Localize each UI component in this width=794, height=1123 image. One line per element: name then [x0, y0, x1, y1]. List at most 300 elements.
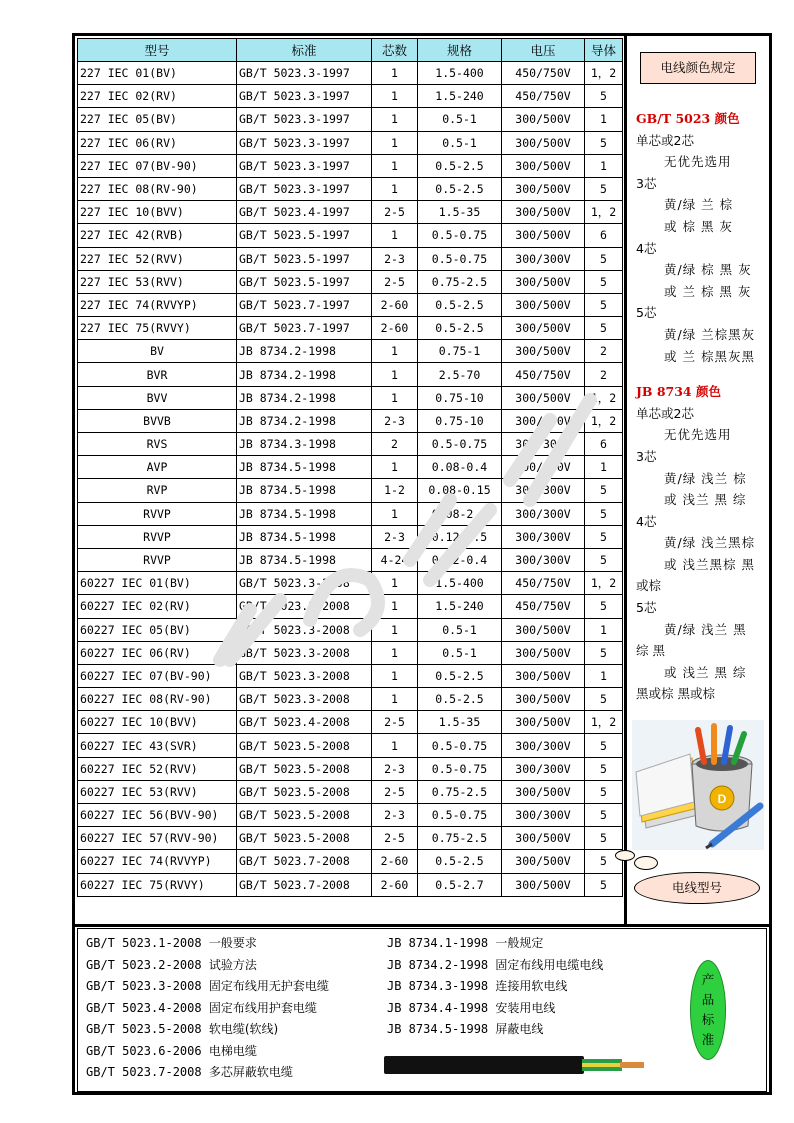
cell-voltage: 300/500V: [502, 827, 585, 850]
cell-conductor: 5: [585, 595, 623, 618]
color-rules: [636, 108, 766, 705]
standard-desc: 试验方法: [208, 957, 257, 972]
cell-model: RVVP: [78, 525, 237, 548]
cell-standard: GB/T 5023.7-1997: [237, 317, 372, 340]
wire-model-callout: 电线型号: [634, 872, 760, 904]
jb-color-line: 综 黑: [636, 643, 665, 659]
cell-cores: 1: [372, 340, 418, 363]
cell-spec: 0.12-0.4: [418, 548, 502, 571]
standard-item: [387, 976, 603, 998]
cell-standard: GB/T 5023.3-1997: [237, 62, 372, 85]
cell-model: 60227 IEC 07(BV-90): [78, 664, 237, 687]
jb-color-line: 单芯或2芯: [636, 405, 694, 421]
cell-spec: 0.5-2.5: [418, 850, 502, 873]
cell-model: 60227 IEC 08(RV-90): [78, 688, 237, 711]
cell-cores: 2-3: [372, 409, 418, 432]
cell-conductor: 5: [585, 734, 623, 757]
table-row: [78, 804, 623, 827]
cell-standard: JB 8734.2-1998: [237, 363, 372, 386]
cell-cores: 2-3: [372, 247, 418, 270]
cell-model: 227 IEC 75(RVVY): [78, 317, 237, 340]
cell-spec: 0.5-2.5: [418, 317, 502, 340]
cell-standard: GB/T 5023.5-2008: [237, 804, 372, 827]
cell-model: 60227 IEC 01(BV): [78, 572, 237, 595]
standard-desc: 固定布线用电缆电线: [495, 957, 604, 972]
cell-model: 227 IEC 10(BVV): [78, 201, 237, 224]
cell-spec: 1.5-35: [418, 711, 502, 734]
badge-char: 标: [701, 1012, 715, 1027]
cell-spec: 0.08-2.5: [418, 502, 502, 525]
cell-standard: GB/T 5023.3-2008: [237, 595, 372, 618]
table-row: [78, 293, 623, 316]
cell-voltage: 450/750V: [502, 85, 585, 108]
cell-conductor: 1，2: [585, 572, 623, 595]
cell-standard: GB/T 5023.5-1997: [237, 270, 372, 293]
cell-conductor: 5: [585, 525, 623, 548]
table-row: [78, 62, 623, 85]
gb-color-line: 5芯: [636, 305, 657, 321]
table-row: [78, 317, 623, 340]
cell-spec: 0.5-0.75: [418, 224, 502, 247]
cell-conductor: 5: [585, 177, 623, 200]
cell-spec: 0.08-0.15: [418, 479, 502, 502]
cell-standard: JB 8734.5-1998: [237, 502, 372, 525]
cell-model: BV: [78, 340, 237, 363]
table-row: [78, 641, 623, 664]
cell-model: 227 IEC 07(BV-90): [78, 154, 237, 177]
jb-standards-list: [387, 933, 603, 1041]
cell-voltage: 300/300V: [502, 433, 585, 456]
cell-spec: 0.5-2.5: [418, 154, 502, 177]
cell-standard: GB/T 5023.7-2008: [237, 873, 372, 896]
cell-standard: GB/T 5023.4-1997: [237, 201, 372, 224]
badge-char: 准: [701, 1032, 715, 1047]
gb-color-line: 或 棕 黑 灰: [664, 218, 733, 234]
svg-text:D: D: [717, 792, 727, 806]
cell-voltage: 300/500V: [502, 131, 585, 154]
cell-spec: 0.5-0.75: [418, 804, 502, 827]
cell-model: BVV: [78, 386, 237, 409]
cell-cores: 1: [372, 572, 418, 595]
standard-code: GB/T 5023.2-2008: [86, 957, 202, 972]
cell-standard: GB/T 5023.7-2008: [237, 850, 372, 873]
table-row: [78, 177, 623, 200]
standard-desc: 电梯电缆: [208, 1043, 257, 1058]
cell-voltage: 300/300V: [502, 525, 585, 548]
cell-spec: 0.5-0.75: [418, 247, 502, 270]
cell-conductor: 5: [585, 688, 623, 711]
gb-color-line: 或 兰 棕黑灰黑: [664, 348, 755, 364]
vertical-divider: [624, 36, 627, 924]
cell-spec: 0.5-2.5: [418, 664, 502, 687]
cell-conductor: 5: [585, 502, 623, 525]
cell-conductor: 5: [585, 317, 623, 340]
cell-conductor: 1: [585, 664, 623, 687]
cell-voltage: 300/500V: [502, 177, 585, 200]
cell-standard: JB 8734.3-1998: [237, 433, 372, 456]
cell-model: 227 IEC 05(BV): [78, 108, 237, 131]
cell-spec: 0.5-2.5: [418, 177, 502, 200]
cell-voltage: 300/500V: [502, 293, 585, 316]
cell-standard: GB/T 5023.4-2008: [237, 711, 372, 734]
cell-conductor: 5: [585, 850, 623, 873]
header-voltage: 电压: [502, 39, 585, 62]
cell-cores: 2: [372, 433, 418, 456]
cell-standard: JB 8734.5-1998: [237, 525, 372, 548]
cell-cores: 1: [372, 502, 418, 525]
cell-voltage: 300/500V: [502, 641, 585, 664]
cell-cores: 1: [372, 641, 418, 664]
cell-conductor: 5: [585, 270, 623, 293]
cell-cores: 2-5: [372, 201, 418, 224]
cell-cores: 2-60: [372, 317, 418, 340]
cell-voltage: 300/300V: [502, 734, 585, 757]
wire-spool-illustration: [632, 720, 764, 850]
standard-code: JB 8734.4-1998: [387, 1000, 489, 1015]
cell-cores: 2-5: [372, 711, 418, 734]
gb-standards-list: [86, 933, 329, 1084]
cell-spec: 1.5-240: [418, 85, 502, 108]
cell-voltage: 300/500V: [502, 317, 585, 340]
cell-standard: GB/T 5023.5-2008: [237, 757, 372, 780]
standard-item: [86, 1062, 329, 1084]
cell-spec: 1.5-400: [418, 62, 502, 85]
cell-model: 60227 IEC 06(RV): [78, 641, 237, 664]
cell-conductor: 5: [585, 804, 623, 827]
table-row: [78, 340, 623, 363]
cell-model: 60227 IEC 10(BVV): [78, 711, 237, 734]
cell-cores: 2-3: [372, 525, 418, 548]
cell-cores: 1: [372, 62, 418, 85]
cell-spec: 0.5-2.5: [418, 688, 502, 711]
cell-model: 60227 IEC 53(RVV): [78, 780, 237, 803]
jb-color-line: 黄/绿 浅兰 棕: [664, 470, 747, 486]
cell-model: 60227 IEC 43(SVR): [78, 734, 237, 757]
cell-model: 60227 IEC 57(RVV-90): [78, 827, 237, 850]
gb-color-line: 4芯: [636, 240, 657, 256]
cell-model: BVVB: [78, 409, 237, 432]
jb-color-line: 或 浅兰 黑 综: [664, 664, 747, 680]
cell-voltage: 300/300V: [502, 757, 585, 780]
cell-standard: GB/T 5023.3-1997: [237, 154, 372, 177]
cell-model: 60227 IEC 52(RVV): [78, 757, 237, 780]
cell-standard: GB/T 5023.5-2008: [237, 734, 372, 757]
cell-voltage: 300/300V: [502, 479, 585, 502]
cell-spec: 0.5-1: [418, 108, 502, 131]
gb-color-line: 黄/绿 兰 棕: [664, 197, 734, 213]
cell-voltage: 300/300V: [502, 502, 585, 525]
cell-voltage: 300/300V: [502, 456, 585, 479]
standard-item: [86, 933, 329, 955]
cell-standard: GB/T 5023.3-2008: [237, 688, 372, 711]
cell-cores: 1: [372, 131, 418, 154]
cell-model: RVP: [78, 479, 237, 502]
cell-model: 227 IEC 53(RVV): [78, 270, 237, 293]
cell-conductor: 1，2: [585, 386, 623, 409]
cell-voltage: 300/500V: [502, 270, 585, 293]
table-row: [78, 456, 623, 479]
table-row: [78, 386, 623, 409]
cell-model: 227 IEC 02(RV): [78, 85, 237, 108]
cell-standard: GB/T 5023.3-1997: [237, 177, 372, 200]
cell-voltage: 300/500V: [502, 108, 585, 131]
cell-spec: 0.5-2.7: [418, 873, 502, 896]
cell-spec: 0.5-0.75: [418, 734, 502, 757]
cell-standard: GB/T 5023.5-2008: [237, 827, 372, 850]
cell-standard: JB 8734.5-1998: [237, 456, 372, 479]
table-row: [78, 757, 623, 780]
cell-voltage: 300/500V: [502, 224, 585, 247]
table-row: [78, 873, 623, 896]
cell-standard: GB/T 5023.5-1997: [237, 224, 372, 247]
cell-spec: 2.5-70: [418, 363, 502, 386]
cell-conductor: 5: [585, 131, 623, 154]
cell-conductor: 1，2: [585, 409, 623, 432]
cell-model: 227 IEC 01(BV): [78, 62, 237, 85]
standard-desc: 一般规定: [495, 936, 544, 950]
product-standard-badge: [690, 960, 726, 1060]
cell-spec: 0.5-2.5: [418, 293, 502, 316]
cell-cores: 2-3: [372, 804, 418, 827]
standard-code: JB 8734.1-1998: [387, 936, 489, 950]
jb-color-heading: JB 8734 颜色: [636, 384, 721, 400]
cell-conductor: 5: [585, 548, 623, 571]
table-row: [78, 247, 623, 270]
gb-color-line: 黄/绿 兰棕黑灰: [664, 326, 756, 342]
cell-standard: JB 8734.2-1998: [237, 409, 372, 432]
table-row: [78, 409, 623, 432]
cell-voltage: 300/500V: [502, 340, 585, 363]
cell-voltage: 300/500V: [502, 409, 585, 432]
header-standard: 标准: [237, 39, 372, 62]
header-model: 型号: [78, 39, 237, 62]
cell-spec: 0.75-2.5: [418, 827, 502, 850]
standard-desc: 连接用软电线: [495, 979, 568, 993]
badge-char: 产: [701, 972, 715, 987]
table-row: [78, 85, 623, 108]
cell-voltage: 300/500V: [502, 780, 585, 803]
cell-model: 227 IEC 08(RV-90): [78, 177, 237, 200]
table-row: [78, 363, 623, 386]
cell-spec: 0.08-0.4: [418, 456, 502, 479]
table-row: [78, 780, 623, 803]
table-row: [78, 201, 623, 224]
cell-cores: 1: [372, 688, 418, 711]
jb-color-line: 无优先选用: [664, 427, 732, 443]
standard-desc: 屏蔽电线: [495, 1022, 544, 1036]
standard-item: [86, 976, 329, 998]
standard-item: [86, 1019, 329, 1041]
gb-color-line: 或 兰 棕 黑 灰: [664, 283, 752, 299]
standard-desc: 安装用电线: [495, 1000, 556, 1015]
cell-voltage: 300/500V: [502, 711, 585, 734]
cell-standard: GB/T 5023.7-1997: [237, 293, 372, 316]
standard-item: [387, 1019, 603, 1041]
jb-color-line: 5芯: [636, 600, 657, 616]
cell-voltage: 450/750V: [502, 62, 585, 85]
cell-conductor: 5: [585, 641, 623, 664]
gb-color-line: 单芯或2芯: [636, 132, 694, 148]
cell-model: BVR: [78, 363, 237, 386]
cell-model: 227 IEC 42(RVB): [78, 224, 237, 247]
header-conductor: 导体: [585, 39, 623, 62]
cell-cores: 1: [372, 224, 418, 247]
cell-cores: 2-5: [372, 780, 418, 803]
table-row: [78, 664, 623, 687]
header-cores: 芯数: [372, 39, 418, 62]
cell-conductor: 6: [585, 433, 623, 456]
cell-voltage: 300/500V: [502, 873, 585, 896]
standard-desc: 固定布线用护套电缆: [208, 1000, 317, 1015]
cell-spec: 0.75-1: [418, 340, 502, 363]
jb-color-lines: [636, 403, 766, 705]
jb-color-line: 或 浅兰黑棕 黑: [664, 556, 755, 572]
standard-item: [86, 955, 329, 977]
cell-voltage: 450/750V: [502, 363, 585, 386]
table-row: [78, 502, 623, 525]
cell-voltage: 300/300V: [502, 804, 585, 827]
table-header-row: [78, 39, 623, 62]
standard-item: [86, 998, 329, 1020]
standard-item: [387, 933, 603, 955]
cell-standard: JB 8734.2-1998: [237, 340, 372, 363]
table-row: [78, 618, 623, 641]
jb-color-line: 或 浅兰 黑 综: [664, 492, 747, 508]
cell-conductor: 1: [585, 618, 623, 641]
standard-code: GB/T 5023.1-2008: [86, 936, 202, 950]
cell-cores: 1: [372, 664, 418, 687]
cell-cores: 1: [372, 363, 418, 386]
jb-color-line: 4芯: [636, 513, 657, 529]
cell-conductor: 2: [585, 340, 623, 363]
cell-conductor: 5: [585, 479, 623, 502]
standard-item: [86, 1041, 329, 1063]
cell-cores: 4-24: [372, 548, 418, 571]
gb-color-lines: [636, 130, 766, 368]
cell-conductor: 5: [585, 247, 623, 270]
jb-color-line: 黄/绿 浅兰 黑: [664, 621, 747, 637]
cell-conductor: 5: [585, 827, 623, 850]
cell-voltage: 450/750V: [502, 595, 585, 618]
badge-char: 品: [701, 992, 715, 1007]
cell-standard: GB/T 5023.5-1997: [237, 247, 372, 270]
cell-cores: 1: [372, 386, 418, 409]
cell-model: 60227 IEC 74(RVVYP): [78, 850, 237, 873]
cell-spec: 0.75-10: [418, 386, 502, 409]
table-row: [78, 224, 623, 247]
table-row: [78, 595, 623, 618]
standard-code: GB/T 5023.5-2008: [86, 1022, 202, 1036]
table-row: [78, 433, 623, 456]
cell-conductor: 5: [585, 780, 623, 803]
color-rule-title: 电线颜色规定: [640, 52, 756, 84]
cell-cores: 2-3: [372, 757, 418, 780]
cell-spec: 0.5-0.75: [418, 433, 502, 456]
cell-cores: 1: [372, 85, 418, 108]
cell-voltage: 450/750V: [502, 572, 585, 595]
cell-voltage: 300/500V: [502, 618, 585, 641]
cell-standard: GB/T 5023.3-2008: [237, 664, 372, 687]
cell-spec: 0.5-1: [418, 618, 502, 641]
cell-standard: GB/T 5023.3-1997: [237, 108, 372, 131]
cell-model: 60227 IEC 02(RV): [78, 595, 237, 618]
table-row: [78, 131, 623, 154]
jb-color-line: 或棕: [636, 578, 662, 594]
cell-cores: 2-5: [372, 827, 418, 850]
callout-bubble-small: [615, 850, 635, 861]
cell-spec: 0.5-0.75: [418, 757, 502, 780]
table-row: [78, 525, 623, 548]
cell-cores: 1-2: [372, 479, 418, 502]
jb-color-line: 黄/绿 浅兰黑棕: [664, 535, 756, 551]
cell-standard: JB 8734.5-1998: [237, 548, 372, 571]
table-row: [78, 108, 623, 131]
jb-color-line: 3芯: [636, 448, 657, 464]
cell-standard: GB/T 5023.3-2008: [237, 641, 372, 664]
cell-conductor: 5: [585, 757, 623, 780]
cell-model: 60227 IEC 05(BV): [78, 618, 237, 641]
table-row: [78, 548, 623, 571]
cable-spec-table: [77, 38, 623, 897]
cell-model: RVVP: [78, 502, 237, 525]
cell-spec: 1.5-400: [418, 572, 502, 595]
standard-code: JB 8734.3-1998: [387, 979, 489, 993]
cell-conductor: 1: [585, 154, 623, 177]
cell-cores: 1: [372, 734, 418, 757]
cell-conductor: 6: [585, 224, 623, 247]
table-row: [78, 572, 623, 595]
standard-desc: 软电缆(软线): [208, 1022, 279, 1036]
cell-cores: 1: [372, 108, 418, 131]
cell-spec: 0.5-1: [418, 641, 502, 664]
cell-voltage: 300/300V: [502, 548, 585, 571]
cell-conductor: 5: [585, 873, 623, 896]
cell-spec: 0.5-1: [418, 131, 502, 154]
cell-conductor: 1，2: [585, 62, 623, 85]
cell-standard: GB/T 5023.3-2008: [237, 618, 372, 641]
cell-conductor: 1，2: [585, 201, 623, 224]
gb-color-line: 3芯: [636, 175, 657, 191]
standard-code: JB 8734.2-1998: [387, 957, 489, 972]
standard-item: [387, 998, 603, 1020]
cell-voltage: 300/500V: [502, 154, 585, 177]
gb-color-line: 无优先选用: [664, 154, 732, 170]
table-row: [78, 734, 623, 757]
cell-cores: 1: [372, 618, 418, 641]
cell-standard: JB 8734.5-1998: [237, 479, 372, 502]
cell-spec: 0.75-10: [418, 409, 502, 432]
cell-voltage: 300/300V: [502, 247, 585, 270]
cell-conductor: 1: [585, 456, 623, 479]
standard-desc: 多芯屏蔽软电缆: [208, 1065, 293, 1079]
cell-voltage: 300/500V: [502, 386, 585, 409]
standard-item: [387, 955, 603, 977]
standard-code: GB/T 5023.3-2008: [86, 979, 202, 993]
cell-spec: 0.12-1.5: [418, 525, 502, 548]
cell-spec: 1.5-240: [418, 595, 502, 618]
cell-cores: 2-60: [372, 850, 418, 873]
cell-model: RVS: [78, 433, 237, 456]
cell-model: 227 IEC 06(RV): [78, 131, 237, 154]
standard-desc: 固定布线用无护套电缆: [208, 979, 329, 993]
standard-desc: 一般要求: [208, 936, 257, 950]
cell-conductor: 2: [585, 363, 623, 386]
cell-conductor: 1: [585, 108, 623, 131]
cell-voltage: 300/500V: [502, 201, 585, 224]
table-row: [78, 711, 623, 734]
jb-color-line: 黑或棕 黑或棕: [636, 686, 715, 702]
cell-cores: 2-60: [372, 873, 418, 896]
